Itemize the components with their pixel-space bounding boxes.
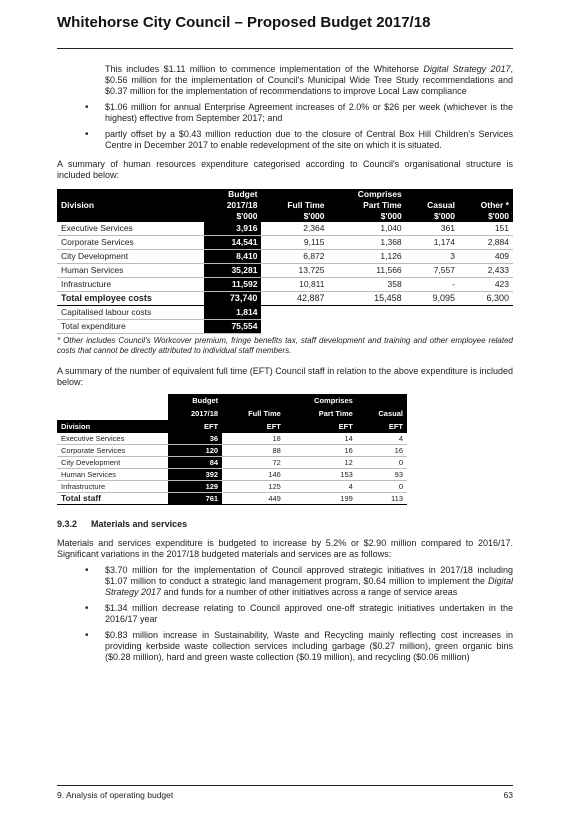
total-row: Total employee costs 73,740 42,887 15,458 9,095 6,300: [57, 292, 513, 306]
table-row: Corporate Services 120 88 16 16: [57, 445, 407, 457]
col-header-comprises: Comprises: [285, 394, 357, 407]
table-footnote: * Other includes Council's Workcover premium, fringe benefits tax, staff development and training and other employee related costs that cannot be directly attributed to individual staff members.: [57, 336, 513, 355]
header-rule: [57, 48, 513, 49]
summary-eft-paragraph: A summary of the number of equivalent full time (EFT) Council staff in relation to the above expenditure is included below:: [57, 366, 513, 387]
table-row: Infrastructure 129 125 4 0: [57, 481, 407, 493]
eft-staff-table: Budget Comprises 2017/18 Full Time Part Time Casual Division EFT EFT EFT EFT Executive Services 36 18 14 4 Corporate Services 120 88 16 16 City Development 84 72 12 0 Human Services 392 146 153 93 Infrastructure 129 125 4 0 Total staff 761 449 199 113: [57, 394, 407, 505]
hr-expenditure-table: Division Budget Comprises 2017/18 Full Time Part Time Casual Other * $'000 $'000 $'000 $'000 $'000 Executive Services 3,916 2,364 1,040 361 151 Corporate Services 14,541 9,115 1,368 1,174 2,884 City Development 8,410 6,872 1,126 3 409 Human Services 35,281 13,725 11,566 7,557 2,433 Infrastructure 11,592 10,811 358 - 423 Total employee costs 73,740 42,887 15,458 9,095 6,300 Capitalised labour costs 1,814 Total expenditure 75,554: [57, 189, 513, 334]
table-row: Human Services 35,281 13,725 11,566 7,557 2,433: [57, 264, 513, 278]
page-header-title: Whitehorse City Council – Proposed Budget 2017/18: [57, 14, 431, 31]
list-item: • $0.83 million increase in Sustainability, Waste and Recycling mainly reflecting cost increases in providing kerbside waste collection services including garbage ($0.27 million), green organic bins ($0.28 million), hard and green waste collection ($0.19 million), and recycling ($0.06 million): [105, 630, 513, 663]
page-number: 63: [503, 790, 513, 800]
table-row: Corporate Services 14,541 9,115 1,368 1,174 2,884: [57, 236, 513, 250]
col-header-division: Division: [57, 420, 168, 433]
page-content: [57, 64, 513, 663]
table-row: Infrastructure 11,592 10,811 358 - 423: [57, 278, 513, 292]
table-row: Executive Services 3,916 2,364 1,040 361 151: [57, 222, 513, 236]
list-item: • $1.06 million for annual Enterprise Agreement increases of 2.0% or $26 per week (whichever is the highest) effective from September 2017; and: [105, 102, 513, 124]
footer-rule: [57, 785, 513, 786]
total-expenditure-row: Total expenditure 75,554: [57, 320, 513, 334]
continuation-paragraph: This includes $1.11 million to commence implementation of the Whitehorse Digital Strategy 2017, $0.56 million for the implementation of Council's Municipal Wide Tree Study recommendations and $0.37 million for the implementation of recommendations to improve Local Law compliance: [105, 64, 513, 96]
footer-section-title: 9. Analysis of operating budget: [57, 790, 174, 800]
table-row: Human Services 392 146 153 93: [57, 469, 407, 481]
intro-bullets: [57, 102, 513, 151]
table-row: City Development 8,410 6,872 1,126 3 409: [57, 250, 513, 264]
section-heading: 9.3.2 Materials and services: [57, 519, 188, 529]
materials-paragraph: Materials and services expenditure is budgeted to increase by 5.2% or $2.90 million compared to 2016/17. Significant variations in the 2017/18 budgeted materials and services are as follows:: [57, 538, 513, 559]
col-header-division: Division: [57, 189, 204, 222]
list-item: • $3.70 million for the implementation of Council approved strategic initiatives in 2017/18 including $1.07 million to conduct a strategic land management program, $0.64 million to implement the Digital Strategy 2017 and funds for a number of other initiatives across a range of service areas: [105, 565, 513, 598]
capitalised-row: Capitalised labour costs 1,814: [57, 306, 513, 320]
col-header-comprises: Comprises: [329, 189, 406, 200]
list-item: • $1.34 million decrease relating to Council approved one-off strategic initiatives undertaken in the 2016/17 year: [105, 603, 513, 625]
table-row: City Development 84 72 12 0: [57, 457, 407, 469]
list-item: • partly offset by a $0.43 million reduction due to the closure of Central Box Hill Children's Services Centre in December 2017 to enable redevelopment of the site on which it is situated.: [105, 129, 513, 151]
materials-bullets: [57, 565, 513, 663]
table-row: Executive Services 36 18 14 4: [57, 433, 407, 445]
total-row: Total staff 761 449 199 113: [57, 493, 407, 505]
summary-hr-paragraph: A summary of human resources expenditure categorised according to Council's organisational structure is included below:: [57, 159, 513, 180]
